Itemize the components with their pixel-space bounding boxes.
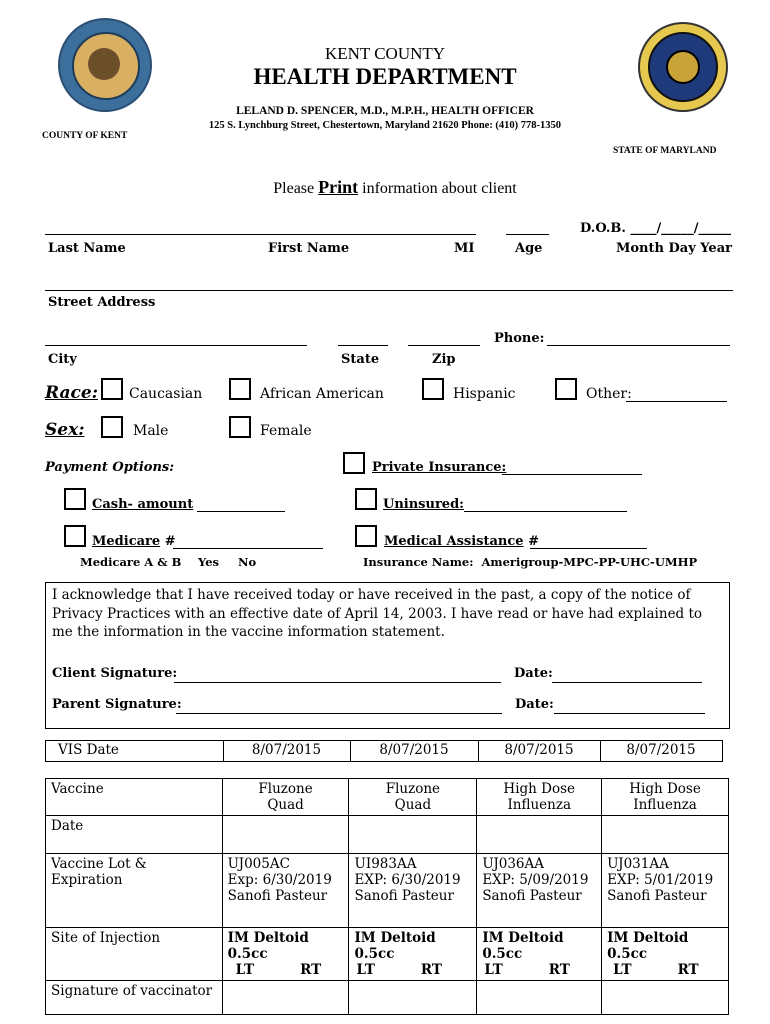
city-label: City bbox=[48, 352, 77, 367]
zip-line[interactable] bbox=[408, 345, 480, 346]
vis-date-cell: 8/07/2015 bbox=[626, 742, 696, 758]
date-cell[interactable] bbox=[349, 816, 477, 854]
age-label: Age bbox=[515, 241, 543, 256]
phone-label: Phone: bbox=[494, 331, 545, 346]
client-date-line[interactable] bbox=[552, 682, 702, 683]
vaccine-cell: High Dose Influenza bbox=[602, 779, 729, 816]
other-race-line[interactable] bbox=[626, 401, 727, 402]
zip-label: Zip bbox=[432, 352, 456, 367]
right-seal-caption: STATE OF MARYLAND bbox=[613, 146, 717, 156]
vaccine-cell: High Dose Influenza bbox=[477, 779, 602, 816]
female-checkbox[interactable] bbox=[229, 416, 251, 438]
parent-signature-line[interactable] bbox=[176, 713, 502, 714]
female-label: Female bbox=[260, 423, 312, 439]
state-line[interactable] bbox=[338, 345, 388, 346]
uninsured-checkbox[interactable] bbox=[355, 488, 377, 510]
other-race-label: Other: bbox=[586, 386, 632, 402]
date-cell[interactable] bbox=[602, 816, 729, 854]
site-row bbox=[46, 928, 729, 981]
vis-date-cell: 8/07/2015 bbox=[379, 742, 449, 758]
vis-date-cell: 8/07/2015 bbox=[251, 742, 322, 758]
signature-cell[interactable] bbox=[349, 981, 477, 1015]
first-name-label: First Name bbox=[268, 241, 350, 256]
date-cell[interactable] bbox=[222, 816, 349, 854]
lot-cell: UJ031AA EXP: 5/01/2019 Sanofi Pasteur bbox=[602, 854, 729, 928]
cash-label: Cash- amount bbox=[92, 497, 194, 512]
private-insurance-line[interactable] bbox=[502, 474, 642, 475]
site-cell: IM Deltoid 0.5cc LT RT bbox=[349, 928, 477, 981]
cash-amount-line[interactable] bbox=[197, 511, 285, 512]
insurance-name: Insurance Name: Amerigroup-MPC-PP-UHC-UMHP bbox=[363, 555, 698, 569]
vaccine-table bbox=[45, 778, 729, 1015]
site-row-label: Site of Injection bbox=[46, 928, 223, 981]
vaccine-cell: Fluzone Quad bbox=[349, 779, 477, 816]
uninsured-line[interactable] bbox=[464, 511, 627, 512]
street-label: Street Address bbox=[48, 295, 156, 310]
private-insurance-label: Private Insurance: bbox=[372, 460, 507, 475]
department-title: HEALTH DEPARTMENT bbox=[253, 64, 517, 89]
signature-cell[interactable] bbox=[477, 981, 602, 1015]
signature-cell[interactable] bbox=[602, 981, 729, 1015]
vis-date-row bbox=[45, 740, 723, 762]
lot-row bbox=[46, 854, 729, 928]
health-officer: LELAND D. SPENCER, M.D., M.P.H., HEALTH OFFICER bbox=[236, 105, 534, 117]
dob-parts-label: Month Day Year bbox=[616, 241, 732, 256]
hispanic-checkbox[interactable] bbox=[422, 378, 444, 400]
medicare-label: Medicare # bbox=[92, 534, 176, 549]
name-line[interactable] bbox=[45, 234, 476, 235]
medicare-checkbox[interactable] bbox=[64, 525, 86, 547]
vis-date-label: VIS Date bbox=[58, 742, 119, 758]
african-american-label: African American bbox=[260, 386, 384, 402]
acknowledgement-text: I acknowledge that I have received today or have received in the past, a copy of the notice of Privacy Practices with an effective date of April 14, 2003. I have read or have had explained to me the information in the vaccine information statement. bbox=[52, 587, 703, 640]
male-label: Male bbox=[133, 423, 169, 439]
vaccine-row bbox=[46, 779, 729, 816]
age-line[interactable] bbox=[506, 234, 549, 235]
caucasian-label: Caucasian bbox=[129, 386, 203, 402]
parent-signature-label: Parent Signature: bbox=[52, 697, 182, 712]
last-name-label: Last Name bbox=[48, 241, 126, 256]
signature-row bbox=[46, 981, 729, 1015]
phone-line[interactable] bbox=[547, 345, 730, 346]
hispanic-label: Hispanic bbox=[453, 386, 516, 402]
race-label: Race: bbox=[45, 383, 98, 403]
lot-cell: UJ005AC Exp: 6/30/2019 Sanofi Pasteur bbox=[222, 854, 349, 928]
medical-assistance-checkbox[interactable] bbox=[355, 525, 377, 547]
medicare-no-label: No bbox=[238, 555, 257, 569]
medical-assistance-line[interactable] bbox=[530, 548, 647, 549]
vaccine-row-label: Vaccine bbox=[46, 779, 223, 816]
other-race-checkbox[interactable] bbox=[555, 378, 577, 400]
uninsured-label: Uninsured: bbox=[383, 497, 464, 512]
date-cell[interactable] bbox=[477, 816, 602, 854]
parent-date-line[interactable] bbox=[554, 713, 705, 714]
date-row bbox=[46, 816, 729, 854]
medicare-number-line[interactable] bbox=[173, 548, 323, 549]
sex-label: Sex: bbox=[45, 420, 85, 440]
left-seal-caption: COUNTY OF KENT bbox=[42, 131, 128, 141]
client-signature-line[interactable] bbox=[174, 682, 501, 683]
site-cell: IM Deltoid 0.5cc LT RT bbox=[602, 928, 729, 981]
site-cell: IM Deltoid 0.5cc LT RT bbox=[477, 928, 602, 981]
client-signature-label: Client Signature: bbox=[52, 666, 178, 681]
caucasian-checkbox[interactable] bbox=[101, 378, 123, 400]
lot-cell: UJ036AA EXP: 5/09/2019 Sanofi Pasteur bbox=[477, 854, 602, 928]
medical-assistance-label: Medical Assistance # bbox=[384, 534, 539, 549]
cash-checkbox[interactable] bbox=[64, 488, 86, 510]
private-insurance-checkbox[interactable] bbox=[343, 452, 365, 474]
intro-text: Please Print information about client bbox=[273, 177, 517, 197]
site-cell: IM Deltoid 0.5cc LT RT bbox=[222, 928, 349, 981]
vaccine-cell: Fluzone Quad bbox=[222, 779, 349, 816]
lot-cell: UI983AA EXP: 6/30/2019 Sanofi Pasteur bbox=[349, 854, 477, 928]
african-american-checkbox[interactable] bbox=[229, 378, 251, 400]
lot-row-label: Vaccine Lot & Expiration bbox=[46, 854, 223, 928]
city-line[interactable] bbox=[45, 345, 307, 346]
parent-date-label: Date: bbox=[515, 697, 554, 712]
address: 125 S. Lynchburg Street, Chestertown, Maryland 21620 Phone: (410) 778-1350 bbox=[208, 120, 562, 131]
male-checkbox[interactable] bbox=[101, 416, 123, 438]
state-label: State bbox=[341, 352, 380, 367]
signature-row-label: Signature of vaccinator bbox=[46, 981, 223, 1015]
acknowledgement-box bbox=[45, 582, 730, 729]
client-date-label: Date: bbox=[514, 666, 553, 681]
vis-date-cell: 8/07/2015 bbox=[504, 742, 574, 758]
dob-label: D.O.B. ____/_____/_____ bbox=[580, 221, 731, 236]
date-row-label: Date bbox=[46, 816, 223, 854]
payment-options-label: Payment Options: bbox=[45, 460, 175, 475]
medicare-ab-label: Medicare A & B bbox=[80, 555, 182, 569]
signature-cell[interactable] bbox=[222, 981, 349, 1015]
county-title: KENT COUNTY bbox=[324, 44, 446, 63]
mi-label: MI bbox=[454, 241, 475, 256]
medicare-yes-label: Yes bbox=[198, 555, 220, 569]
street-line[interactable] bbox=[45, 290, 733, 291]
